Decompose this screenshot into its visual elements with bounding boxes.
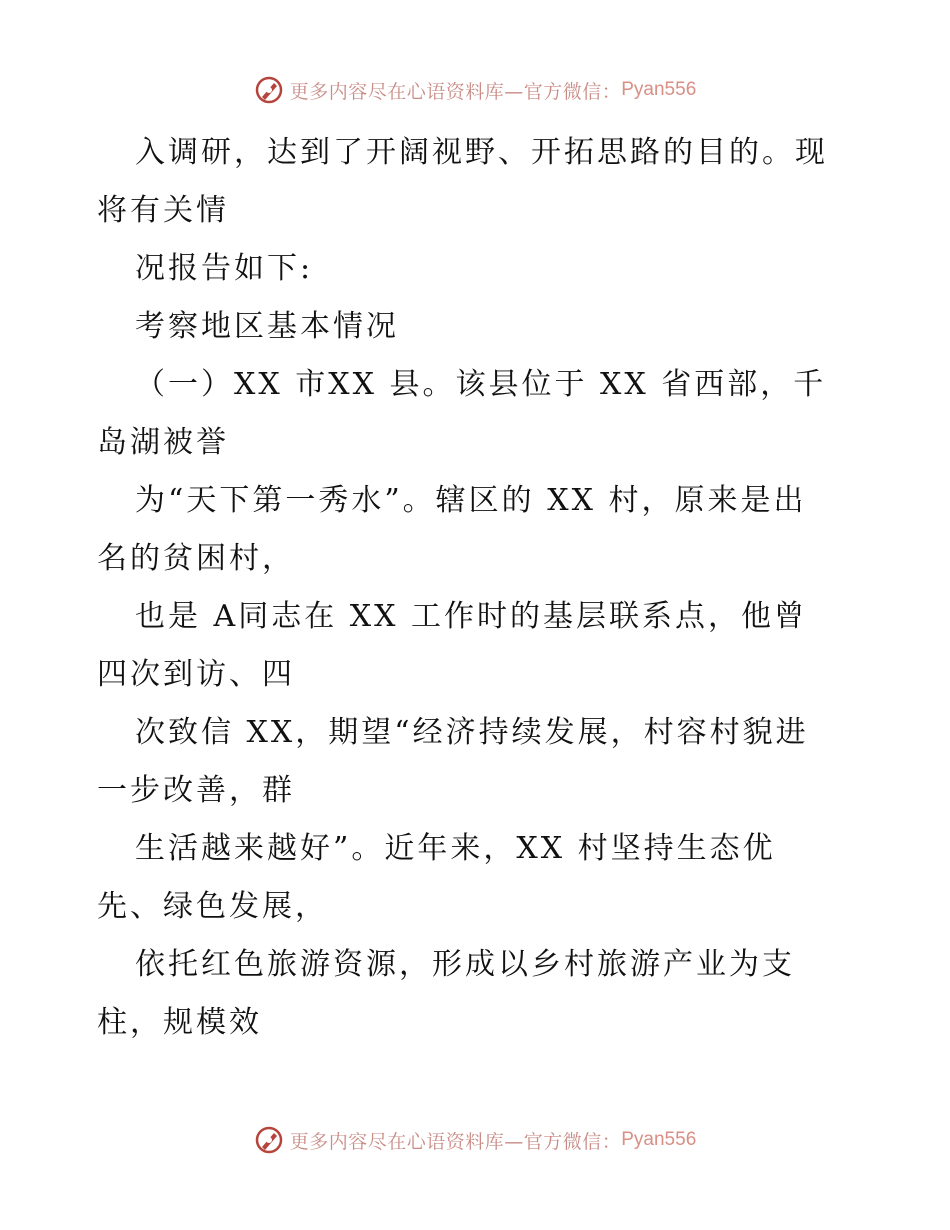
body-line: 名的贫困村， — [97, 541, 295, 576]
pen-logo-icon — [254, 1125, 284, 1155]
body-line: 生活越来越好”。近年来，XX 村坚持生态优 — [135, 831, 776, 866]
body-line: 为“天下第一秀水”。辖区的 XX 村，原来是出 — [135, 483, 807, 518]
body-line: （一）XX 市XX 县。该县位于 XX 省西部，千 — [135, 367, 827, 402]
header-watermark-id: Pyan556 — [621, 79, 697, 100]
body-line: 柱，规模效 — [97, 1005, 262, 1040]
header-watermark — [0, 70, 950, 110]
body-line: 依托红色旅游资源，形成以乡村旅游产业为支 — [135, 947, 795, 982]
body-line: 四次到访、四 — [97, 657, 295, 692]
body-line: 岛湖被誉 — [97, 425, 229, 460]
body-line: 先、绿色发展， — [97, 889, 328, 924]
document-body — [97, 124, 877, 1052]
body-line: 也是 A同志在 XX 工作时的基层联系点，他曾 — [135, 599, 807, 634]
header-watermark-text: 更多内容尽在心语资料库—官方微信： — [289, 80, 622, 103]
body-line: 况报告如下: — [135, 251, 314, 286]
body-line: 将有关情 — [97, 193, 229, 228]
footer-watermark-id: Pyan556 — [621, 1129, 697, 1150]
footer-watermark — [0, 1120, 950, 1160]
body-line: 入调研，达到了开阔视野、开拓思路的目的。现 — [135, 135, 828, 170]
footer-watermark-text: 更多内容尽在心语资料库—官方微信： — [289, 1130, 622, 1153]
pen-logo-icon — [254, 75, 284, 105]
body-line: 次致信 XX，期望“经济持续发展，村容村貌进 — [135, 715, 809, 750]
section-heading: 考察地区基本情况 — [135, 309, 399, 344]
body-line: 一步改善，群 — [97, 773, 295, 808]
